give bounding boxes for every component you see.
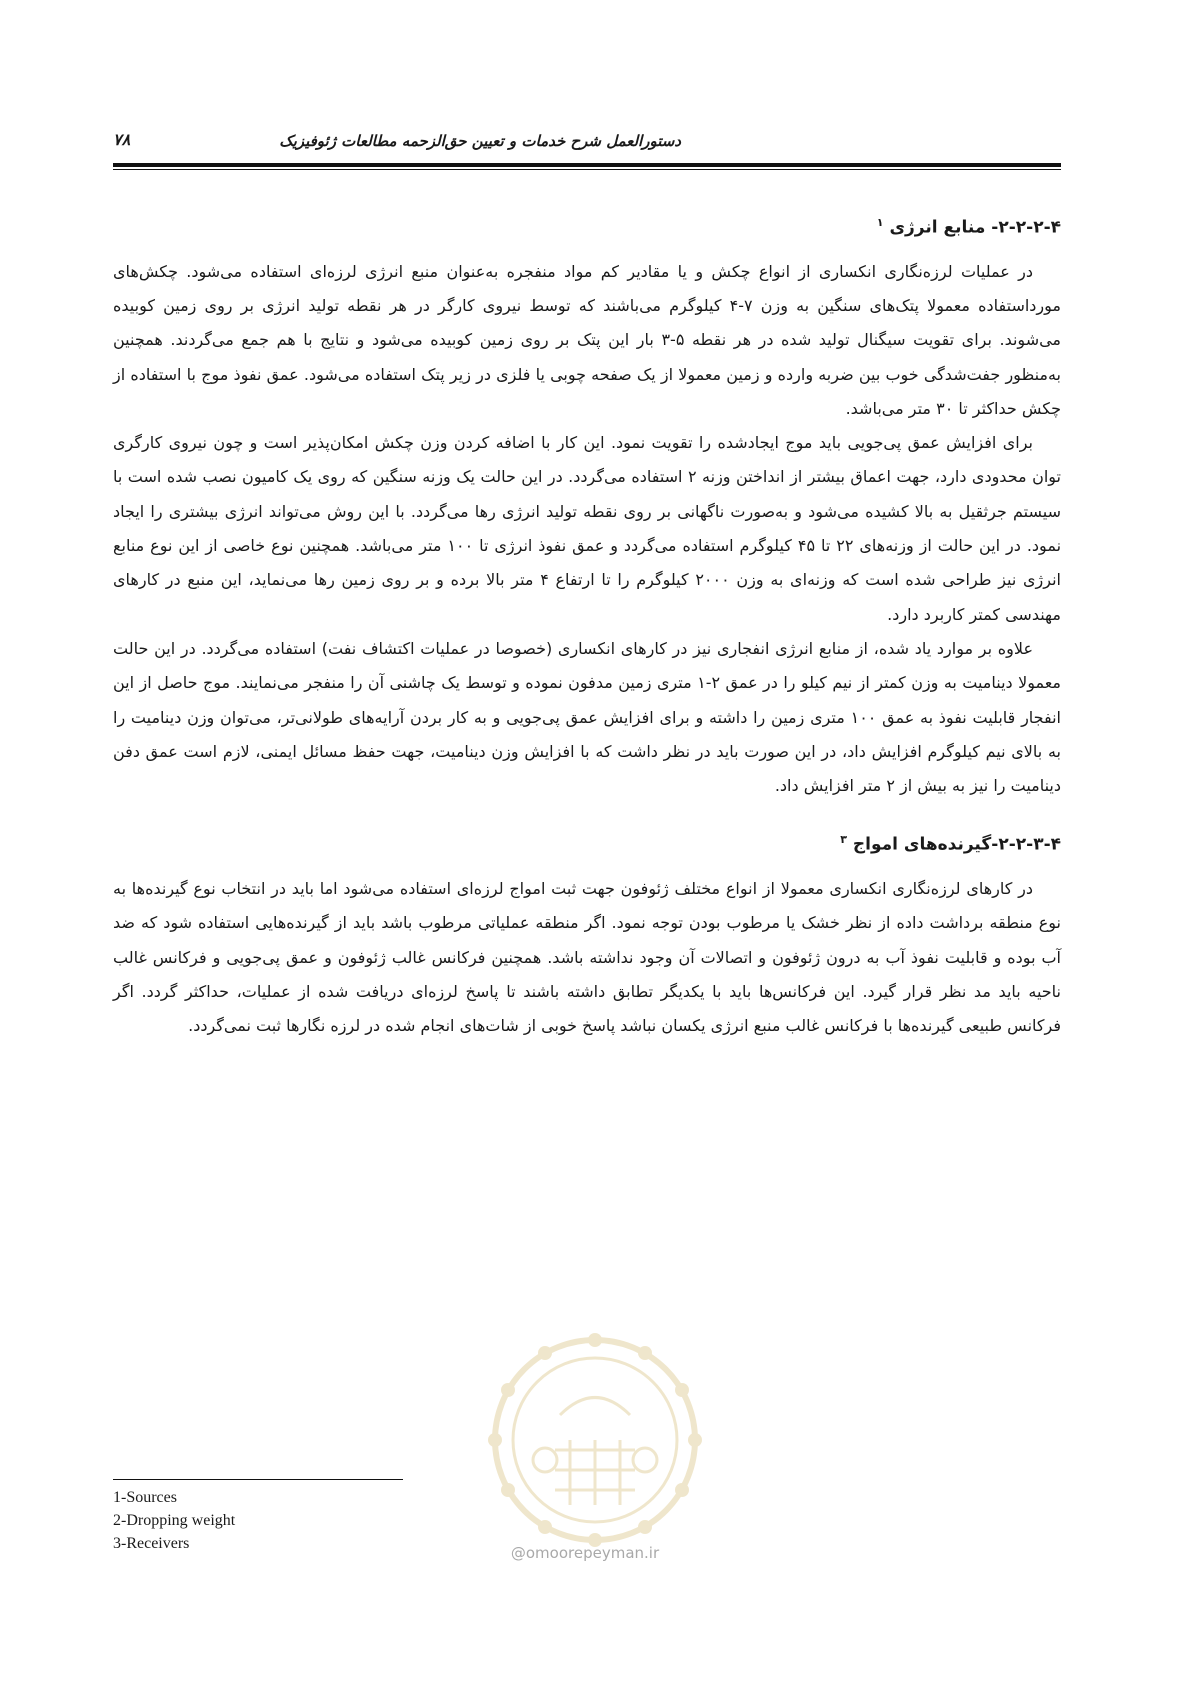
footnote-rule bbox=[113, 1479, 403, 1480]
section-heading-text: ۲-۲-۲-۴- منابع انرژی bbox=[889, 217, 1061, 238]
paragraph: در کارهای لرزه‌نگاری انکساری معمولا از انواع مختلف ژئوفون جهت ثبت امواج لرزه‌ای استفاده می‌شود اما باید در انتخاب نوع گیرنده‌ها به نوع منطقه برداشت داده از نظر خشک یا مرطوب بودن توجه نمود. اگر منطقه عملیاتی مرطوب باشد باید از گیرنده‌هایی استفاده شود که ضد آب بوده و قابلیت نفوذ آب به درون ژئوفون و اتصالات آن وجود نداشته باشد. همچنین فرکانس غالب ژئوفون و عمق پی‌جویی و فرکانس غالب ناحیه باید مد نظر قرار گیرد. این فرکانس‌ها باید با یکدیگر تطابق داشته باشند تا پاسخ لرزه‌ای دریافت شده از عملیات، حداکثر گردد. اگر فرکانس طبیعی گیرنده‌ها با فرکانس غالب منبع انرژی یکسان نباشد پاسخ خوبی از شات‌های انجام شده در لرزه نگارها ثبت نمی‌گردد. bbox=[113, 879, 1061, 1036]
page-header bbox=[113, 128, 1061, 158]
paragraph: در عملیات لرزه‌نگاری انکساری از انواع چکش و یا مقادیر کم مواد منفجره به‌عنوان منبع انرژی لرزه‌ای استفاده می‌شود. چکش‌های مورداستفاده معمولا پتک‌های سنگین به وزن ۷-۴ کیلوگرم می‌باشند که توسط نیروی کارگر در هر نقطه تولید انرژی بر روی زمین کوبیده می‌شوند. برای تقویت سیگنال تولید شده در هر نقطه ۵-۳ بار این پتک بر روی زمین کوبیده می‌شود و نتایج با هم جمع می‌گردند. همچنین به‌منظور جفت‌شدگی خوب بین ضربه وارده و زمین معمولا از یک صفحه چوبی یا فلزی در زیر پتک استفاده می‌شود. عمق نفوذ موج با استفاده از چکش حداکثر تا ۳۰ متر می‌باشد. bbox=[113, 261, 1062, 418]
paragraph: علاوه بر موارد یاد شده، از منابع انرژی انفجاری نیز در کارهای انکساری (خصوصا در عملیات اکتشاف نفت) استفاده می‌گردد. در این حالت معمولا دینامیت به وزن کمتر از نیم کیلو را در عمق ۲-۱ متری زمین مدفون نموده و توسط یک چاشنی آن را منفجر می‌نمایند. موج حاصل از این انفجار قابلیت نفوذ به عمق ۱۰۰ متری زمین را داشته و برای افزایش عمق پی‌جویی و به کار بردن آرایه‌های طولانی‌تر، می‌توان وزن دینامیت را به بالای نیم کیلوگرم افزایش داد، در این صورت باید در نظر داشت که با افزایش وزن دینامیت، جهت حفظ مسائل ایمنی، لازم است عمق دفن دینامیت را نیز به بیش از ۲ متر افزایش داد. bbox=[113, 638, 1061, 796]
footnote-item: 3-Receivers bbox=[113, 1535, 190, 1552]
section-heading-wave-receivers bbox=[113, 825, 1061, 860]
footnote-marker: ۳ bbox=[840, 833, 847, 847]
footnote-item: 2-Dropping weight bbox=[113, 1512, 236, 1529]
watermark-seal-icon bbox=[475, 1320, 715, 1560]
header-rule bbox=[113, 163, 1061, 167]
page-number: ۷۸ bbox=[113, 130, 131, 149]
section-heading-text: ۲-۲-۳-۴-گیرنده‌های امواج bbox=[852, 835, 1061, 856]
section-heading-energy-sources bbox=[113, 208, 1061, 243]
footnotes bbox=[113, 1486, 235, 1555]
main-content bbox=[113, 208, 1061, 1044]
footnote-marker: ۱ bbox=[876, 216, 884, 229]
header-rule-thin bbox=[113, 169, 1061, 170]
paragraph: برای افزایش عمق پی‌جویی باید موج ایجادشده را تقویت نمود. این کار با اضافه کردن وزن چکش امکان‌پذیر است و چون نیروی کارگری توان محدودی دارد، جهت اعماق بیشتر از انداختن وزنه ۲ استفاده می‌گردد. در این حالت یک وزنه سنگین که روی یک کامیون نصب شده است با سیستم جرثقیل به بالا کشیده می‌شود و به‌صورت ناگهانی بر روی نقطه تولید انرژی رها می‌گردد. با این روش می‌تواند انرژی بیشتری را ایجاد نمود. در این حالت از وزنه‌های ۲۲ تا ۴۵ کیلوگرم استفاده می‌گردد و عمق نفوذ انرژی تا ۱۰۰ متر می‌باشد. همچنین نوع خاصی از این نوع منابع انرژی نیز طراحی شده است که وزنه‌ای به وزن ۲۰۰۰ کیلوگرم را تا ارتفاع ۴ متر بالا برده و بر روی زمین رها می‌نماید، این منبع در کارهای مهندسی کمتر کاربرد دارد. bbox=[113, 433, 1062, 624]
watermark-url: @omoorepeyman.ir bbox=[510, 1544, 660, 1562]
footnote-item: 1-Sources bbox=[113, 1489, 177, 1506]
running-title: دستورالعمل شرح خدمات و تعیین حق‌الزحمه مطالعات ژئوفیزیک bbox=[279, 132, 681, 150]
